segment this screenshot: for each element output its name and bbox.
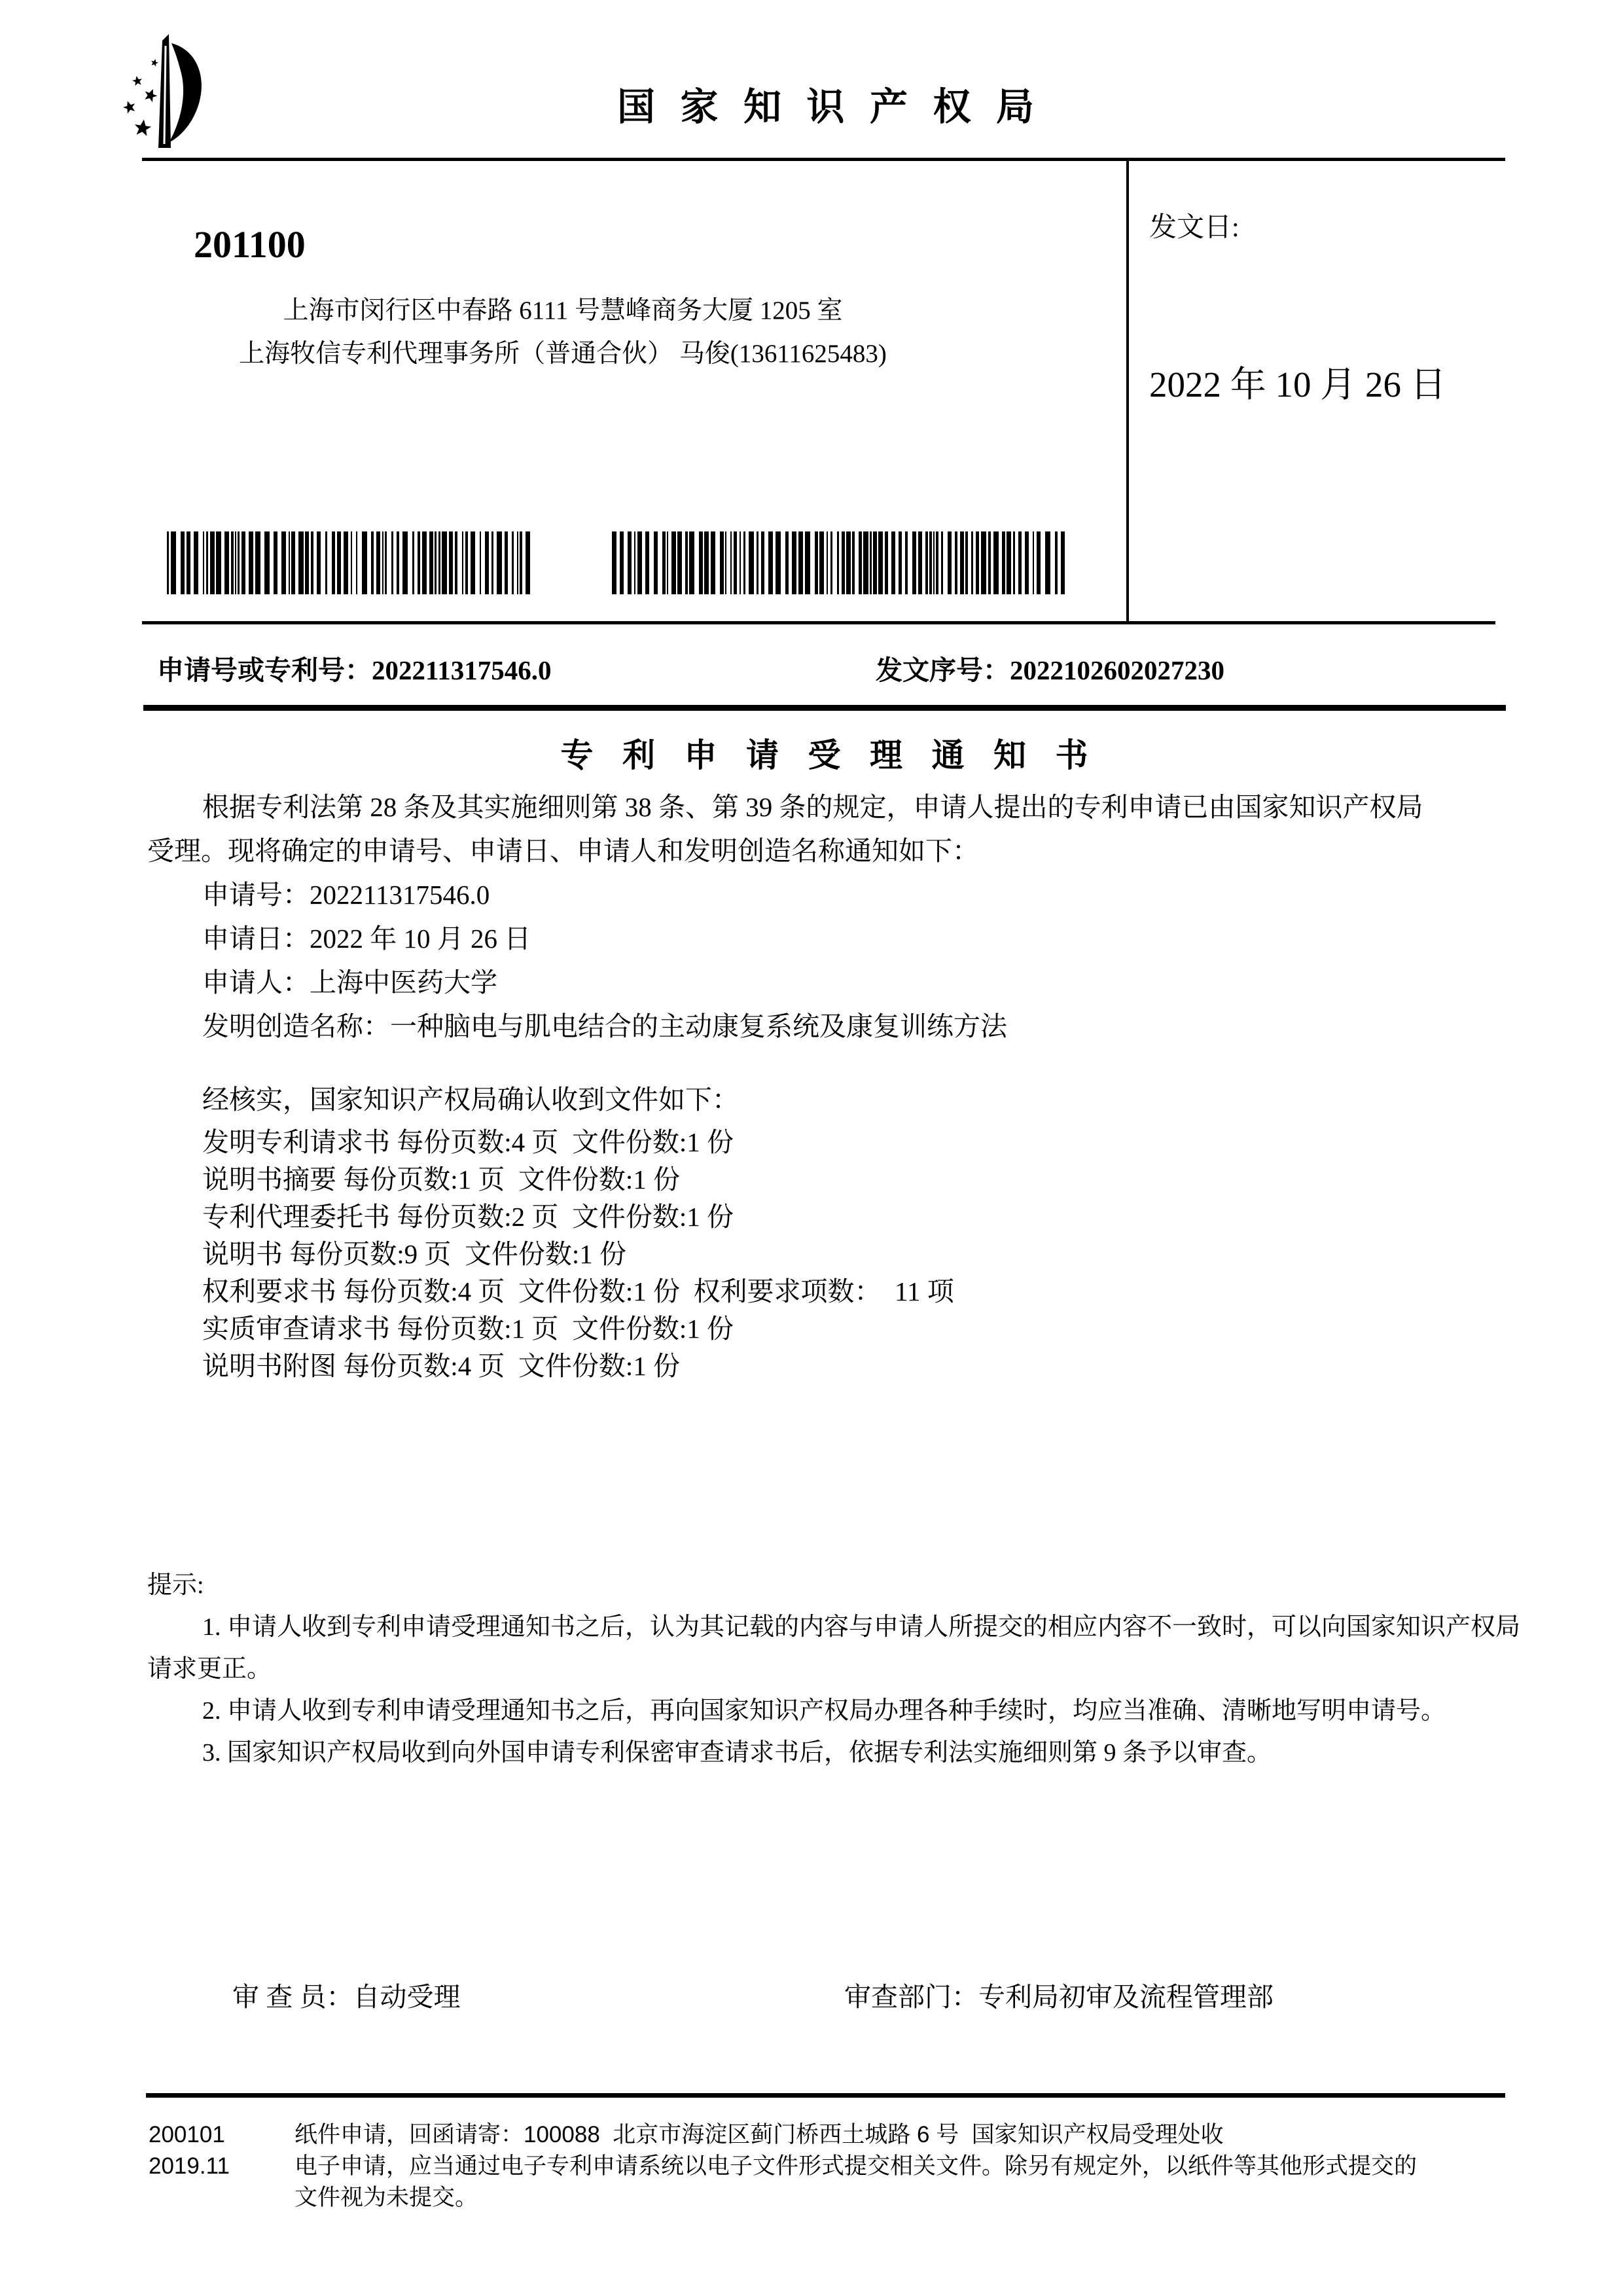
recipient-address-line: 上海牧信专利代理事务所（普通合伙） 马俊(13611625483) <box>239 340 887 368</box>
barcode-serial-number <box>612 531 1065 594</box>
footer-form-code: 200101 <box>149 2122 225 2147</box>
footer-form-date: 2019.11 <box>149 2153 230 2179</box>
barcode-application-number <box>167 531 533 594</box>
issue-date-value: 2022 年 10 月 26 日 <box>1149 365 1446 404</box>
notice-body <box>147 785 1522 1049</box>
tips-label: 提示: <box>147 1571 204 1599</box>
application-number-value: 202211317546.0 <box>372 655 552 685</box>
agency-title: 国 家 知 识 产 权 局 <box>616 86 1042 128</box>
serial-number-value: 2022102602027230 <box>1010 655 1224 685</box>
barcode-divider <box>142 621 1495 624</box>
received-file-item: 实质审查请求书 每份页数:1 页 文件份数:1 份 <box>202 1314 734 1344</box>
recipient-address <box>157 289 969 376</box>
postal-code: 201100 <box>194 223 306 266</box>
application-number-line <box>157 649 552 687</box>
received-files-section <box>147 1081 1522 1385</box>
department-line: 审查部门：专利局初审及流程管理部 <box>844 1982 1274 2012</box>
examiner-line: 审 查 员：自动受理 <box>232 1982 461 2012</box>
tip-item: 1. 申请人收到专利申请受理通知书之后，认为其记载的内容与申请人所提交的相应内容不一致时，可以向国家知识产权局 <box>202 1613 1521 1641</box>
footer-instruction-line: 纸件申请，回函请寄：100088 北京市海淀区蓟门桥西土城路 6 号 国家知识产权局受理处收 <box>294 2122 1224 2147</box>
received-file-item: 发明专利请求书 每份页数:4 页 文件份数:1 份 <box>202 1127 734 1157</box>
footer-instructions <box>294 2119 1518 2214</box>
field-filing-date: 申请日：2022 年 10 月 26 日 <box>202 924 531 954</box>
received-files-intro: 经核实，国家知识产权局确认收到文件如下： <box>202 1085 739 1115</box>
footer-instruction-line: 文件视为未提交。 <box>294 2185 478 2210</box>
serial-number-label: 发文序号： <box>876 655 1010 685</box>
serial-number-line <box>876 649 1224 687</box>
tip-item: 3. 国家知识产权局收到向外国申请专利保密审查请求书后，依据专利法实施细则第 9 条予以审查。 <box>202 1739 1272 1767</box>
recipient-address-line: 上海市闵行区中春路 6111 号慧峰商务大厦 1205 室 <box>283 296 843 325</box>
issue-date-label: 发文日: <box>1149 213 1240 243</box>
issue-box-divider <box>1126 158 1129 624</box>
footer-instruction-line: 电子申请，应当通过电子专利申请系统以电子文件形式提交相关文件。除另有规定外，以纸件等其他形式提交的 <box>294 2153 1418 2179</box>
field-application-number: 申请号：202211317546.0 <box>202 880 490 910</box>
received-file-item: 专利代理委托书 每份页数:2 页 文件份数:1 份 <box>202 1202 734 1232</box>
received-file-item: 说明书附图 每份页数:4 页 文件份数:1 份 <box>202 1351 681 1381</box>
tips-section <box>147 1564 1522 1774</box>
field-applicant: 申请人：上海中医药大学 <box>202 967 497 997</box>
tip-item: 2. 申请人收到专利申请受理通知书之后，再向国家知识产权局办理各种手续时，均应当准确、清晰地写明申请号。 <box>202 1697 1446 1725</box>
notice-title: 专 利 申 请 受 理 通 知 书 <box>560 737 1099 774</box>
notice-paragraph-line: 根据专利法第 28 条及其实施细则第 38 条、第 39 条的规定，申请人提出的专利申请已由国家知识产权局 <box>202 792 1423 822</box>
received-file-item: 权利要求书 每份页数:4 页 文件份数:1 份 权利要求项数： 11 项 <box>202 1276 954 1306</box>
received-file-item: 说明书 每份页数:9 页 文件份数:1 份 <box>202 1239 627 1269</box>
title-divider <box>143 705 1506 711</box>
footer-divider <box>146 2093 1505 2098</box>
tip-item-continuation: 请求更正。 <box>147 1655 272 1683</box>
notice-paragraph-line: 受理。现将确定的申请号、申请日、申请人和发明创造名称通知如下： <box>147 836 979 866</box>
field-invention-title: 发明创造名称：一种脑电与肌电结合的主动康复系统及康复训练方法 <box>202 1011 1007 1041</box>
application-number-label: 申请号或专利号： <box>157 655 372 685</box>
footer-form-codes <box>149 2119 230 2182</box>
header-divider <box>142 158 1505 161</box>
received-file-item: 说明书摘要 每份页数:1 页 文件份数:1 份 <box>202 1164 681 1194</box>
